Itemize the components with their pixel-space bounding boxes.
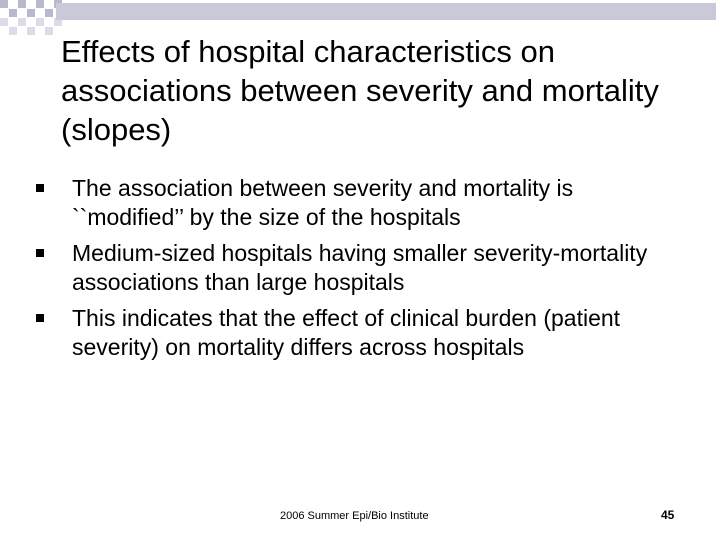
page-number: 45 bbox=[661, 508, 675, 522]
checker-square bbox=[9, 9, 17, 17]
checker-square bbox=[45, 27, 53, 35]
bullet-list bbox=[36, 174, 676, 369]
checker-square bbox=[36, 0, 44, 8]
slide-title: Effects of hospital characteristics on associations between severity and mortality (slopes) bbox=[61, 34, 659, 147]
checker-square bbox=[18, 0, 26, 8]
header-bar bbox=[56, 3, 716, 20]
bullet-item bbox=[36, 304, 676, 362]
checker-square bbox=[0, 0, 8, 8]
square-bullet-icon bbox=[36, 249, 44, 257]
bullet-item bbox=[36, 174, 676, 232]
checker-square bbox=[27, 27, 35, 35]
checker-square bbox=[0, 18, 8, 26]
bullet-text: This indicates that the effect of clinical burden (patient severity) on mortality differs across hospitals bbox=[72, 305, 621, 360]
checker-square bbox=[27, 9, 35, 17]
checker-square bbox=[9, 27, 17, 35]
bullet-text: The association between severity and mortality is ``modified’’ by the size of the hospitals bbox=[72, 175, 574, 230]
checker-square bbox=[18, 18, 26, 26]
square-bullet-icon bbox=[36, 184, 44, 192]
footer-text: 2006 Summer Epi/Bio Institute bbox=[280, 510, 429, 522]
bullet-text: Medium-sized hospitals having smaller severity-mortality associations than large hospitals bbox=[72, 240, 648, 295]
checker-square bbox=[45, 9, 53, 17]
header-checker-pattern bbox=[0, 0, 62, 35]
bullet-item bbox=[36, 239, 676, 297]
square-bullet-icon bbox=[36, 314, 44, 322]
checker-square bbox=[36, 18, 44, 26]
